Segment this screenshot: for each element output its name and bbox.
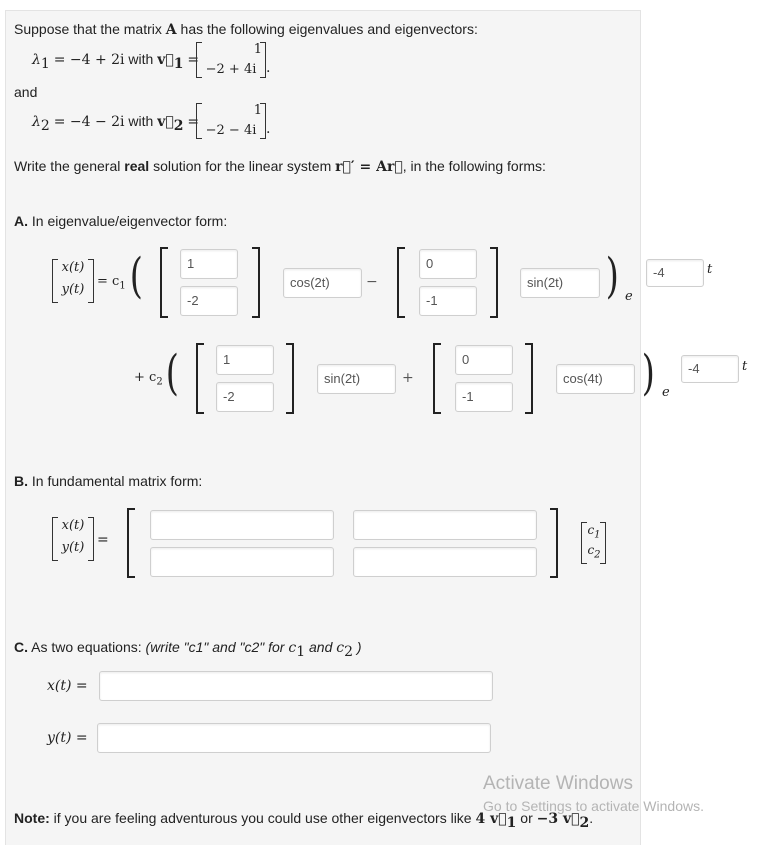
- lhs-b-x: x(t): [61, 518, 85, 533]
- c-vector-right-bracket: [600, 522, 606, 564]
- y-equation-input[interactable]: [97, 723, 491, 753]
- row1-vec2-left-bracket: [397, 247, 405, 318]
- row1-vec1-top-input[interactable]: 1: [180, 249, 238, 279]
- eigvec-2-bottom: −2 − 4i: [205, 123, 257, 138]
- row1-vec1-right-bracket: [252, 247, 260, 318]
- row1-func2-input[interactable]: sin(2t): [520, 268, 600, 298]
- row2-t-variable: t: [742, 359, 748, 374]
- row2-open-paren: (: [165, 345, 179, 401]
- instruction-text: Write the general real solution for the linear system r⃗′ = Ar⃗, in the following forms:: [14, 158, 546, 175]
- eigvec-1-bottom: −2 + 4i: [205, 62, 257, 77]
- row1-func1-input[interactable]: cos(2t): [283, 268, 362, 298]
- y-equation-label: y(t) =: [47, 730, 88, 746]
- part-b-heading: B. In fundamental matrix form:: [14, 473, 203, 489]
- and-text: and: [14, 84, 38, 100]
- row2-operator: +: [402, 370, 414, 386]
- matrix-cell-12-input[interactable]: [353, 510, 537, 540]
- lhs-a-x: x(t): [61, 260, 85, 275]
- row2-vec2-right-bracket: [525, 343, 533, 414]
- row2-vec2-bottom-input[interactable]: -1: [455, 382, 513, 412]
- row1-operator: −: [366, 274, 378, 290]
- row1-exponent-input[interactable]: -4: [646, 259, 704, 287]
- matrix-cell-21-input[interactable]: [150, 547, 334, 577]
- activate-windows-subtitle: Go to Settings to activate Windows.: [483, 798, 704, 814]
- eigvec-2-period: .: [266, 121, 271, 137]
- problem-panel: [5, 10, 641, 845]
- row1-vec2-bottom-input[interactable]: -1: [419, 286, 477, 316]
- eigenvalue-1: $\lambda_1 = -4 + 2i$ with $v⃗_1$ =: [32, 51, 200, 72]
- eigvec-1-period: .: [266, 60, 271, 76]
- row2-vec1-left-bracket: [196, 343, 204, 414]
- lhs-a-y: y(t): [61, 282, 85, 297]
- row1-open-paren: (: [129, 248, 143, 304]
- lhs-a-right-bracket: [88, 259, 94, 303]
- row2-exp-base: e: [662, 385, 670, 400]
- row1-vec1-left-bracket: [160, 247, 168, 318]
- activate-windows-title: Activate Windows: [483, 773, 633, 794]
- eigvec-2-top: 1: [253, 103, 262, 118]
- c-vector-bottom: $c_2$: [587, 543, 601, 561]
- row1-exp-base: e: [625, 289, 633, 304]
- row2-close-paren: ): [641, 345, 655, 401]
- row1-vec2-right-bracket: [490, 247, 498, 318]
- part-a-heading: A. In eigenvalue/eigenvector form:: [14, 213, 228, 229]
- fundamental-matrix-right-bracket: [550, 508, 558, 578]
- matrix-cell-11-input[interactable]: [150, 510, 334, 540]
- row1-close-paren: ): [605, 248, 619, 304]
- row2-vec1-top-input[interactable]: 1: [216, 345, 274, 375]
- c2-coefficient: + $c_2$: [134, 370, 163, 388]
- c1-coefficient: = $c_1$: [97, 274, 126, 292]
- part-c-heading: C. As two equations: (write "c1" and "c2" for $c_1$ and $c_2$ ): [14, 639, 362, 660]
- lhs-b-y: y(t): [61, 540, 85, 555]
- row1-t-variable: t: [707, 262, 713, 277]
- eigvec-1-top: 1: [253, 42, 262, 57]
- c-vector-top: $c_1$: [587, 523, 601, 541]
- row2-func1-input[interactable]: sin(2t): [317, 364, 396, 394]
- row2-vec2-top-input[interactable]: 0: [455, 345, 513, 375]
- matrix-cell-22-input[interactable]: [353, 547, 537, 577]
- part-b-equals: =: [97, 532, 109, 548]
- row1-vec2-top-input[interactable]: 0: [419, 249, 477, 279]
- eigenvalue-2: $\lambda_2 = -4 - 2i$ with $v⃗_2$ =: [32, 113, 200, 134]
- lhs-b-right-bracket: [88, 517, 94, 561]
- row2-vec2-left-bracket: [433, 343, 441, 414]
- note-text: Note: if you are feeling adventurous you could use other eigenvectors like 4 $v⃗_1$ or −3 $v⃗_2$.: [14, 810, 594, 831]
- row1-vec1-bottom-input[interactable]: -2: [180, 286, 238, 316]
- row2-vec1-right-bracket: [286, 343, 294, 414]
- fundamental-matrix-left-bracket: [127, 508, 135, 578]
- x-equation-input[interactable]: [99, 671, 493, 701]
- x-equation-label: x(t) =: [47, 678, 88, 694]
- row2-vec1-bottom-input[interactable]: -2: [216, 382, 274, 412]
- row2-func2-input[interactable]: cos(4t): [556, 364, 635, 394]
- row2-exponent-input[interactable]: -4: [681, 355, 739, 383]
- intro-text: Suppose that the matrix A has the following eigenvalues and eigenvectors:: [14, 21, 478, 38]
